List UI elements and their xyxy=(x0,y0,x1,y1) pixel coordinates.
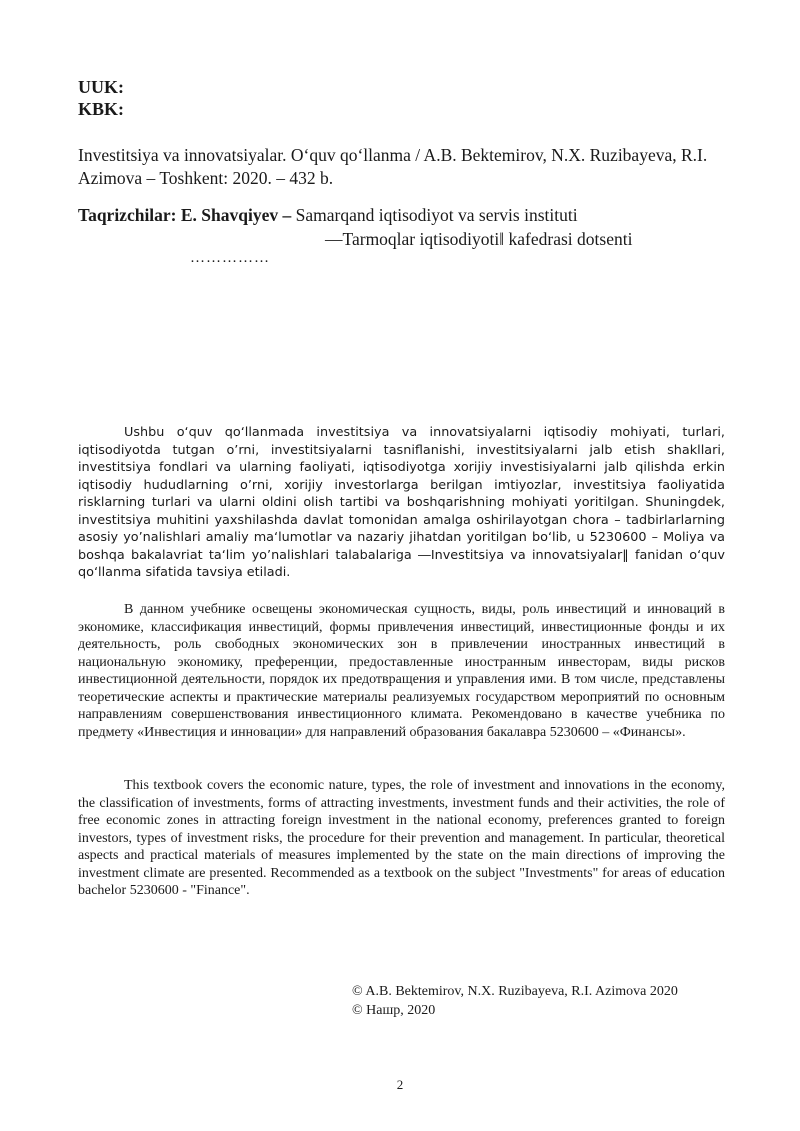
bibliographic-citation: Investitsiya va innovatsiyalar. O‘quv qo‘llanma / A.B. Bektemirov, N.X. Ruzibayeva, R.I. Azimova – Toshkent: 2020. – 432 b. xyxy=(78,145,708,188)
reviewers-line xyxy=(78,204,578,227)
abstract-russian: В данном учебнике освещены экономическая сущность, виды, роль инвестиций и инноваций в экономике, классификация инвестиций, формы привлечения инвестиций, инвестиционные фонды и их деятельность, роль свободных экономических зон в привлечении иностранных инвестиций в национальную экономику, преференции, предоставленные иностранным инвесторам, виды рисков инвестиционной деятельности, порядок их предотвращения и управления ими. В том числе, представлены теоретические аспекты и практические материалы реализуемых государством мероприятий по основным направлениям совершенствования инвестиционного климата. Рекомендовано в качестве учебника по предмету «Инвестиция и инновации» для направлений образования бакалавра 5230600 – «Финансы». xyxy=(78,602,725,740)
reviewer-department: ―Tarmoqlar iqtisodiyoti‖ kafedrasi dotsenti xyxy=(325,229,633,249)
page-number: 2 xyxy=(396,1077,404,1092)
classification-codes xyxy=(78,76,124,120)
copyright-authors: © A.B. Bektemirov, N.X. Ruzibayeva, R.I. Azimova 2020 xyxy=(352,984,678,999)
udk-label: UUK: xyxy=(78,77,124,97)
reviewers-label: Taqrizchilar: E. Shavqiyev – xyxy=(78,205,292,225)
reviewer-placeholder-dots: …………… xyxy=(190,250,270,266)
abstract-english: This textbook covers the economic nature, types, the role of investment and innovations in the economy, the classification of investments, forms of attracting investments, investment funds and their activities, the role of free economic zones in attracting foreign investment in the national economy, preferences granted to foreign investors, types of investment risks, the procedure for their prevention and management. In particular, theoretical aspects and practical materials of measures implemented by the state on the main directions of improving the investment climate are presented. Recommended as a textbook on the subject "Investments" for areas of education bachelor 5230600 - "Finance". xyxy=(78,778,725,898)
copyright-block xyxy=(352,982,678,1020)
abstract-uzbek: Ushbu o‘quv qo‘llanmada investitsiya va innovatsiyalarni iqtisodiy mohiyati, turlari, iqtisodiyotda tutgan o’rni, investitsiyalarni tasniflanishi, investitsiyalarni jalb etish shakllari, investitsiya fondlari va ularning faoliyati, iqtisodiyotga xorijiy investisiyalarni jalb qilishda erkin iqtisodiy hududlarning o’rni, xorijiy investorlarga berilgan imtiyozlar, investitsiya faoliyatida risklarning turlari va ularni oldini olish tartibi va boshqarishning mohiyati yoritilgan. Shuningdek, investitsiya muhitini yaxshilashda davlat tomonidan amalga oshirilayotgan chora – tadbirlarlarning asosiy yo’nalishlari amaliy ma‘lumotlar va nazariy jihatdan yoritilgan bo‘lib, u 5230600 – Moliya va boshqa bakalavriat ta‘lim yo’nalishlari talabalariga ―Investitsiya va innovatsiyalar‖ fanidan o‘quv qo‘llanma sifatida tavsiya etiladi. xyxy=(78,425,725,580)
kbk-label: KBK: xyxy=(78,99,125,119)
reviewer-institution: Samarqand iqtisodiyot va servis instituti xyxy=(295,205,578,225)
copyright-publisher: © Нашр, 2020 xyxy=(352,1003,436,1018)
